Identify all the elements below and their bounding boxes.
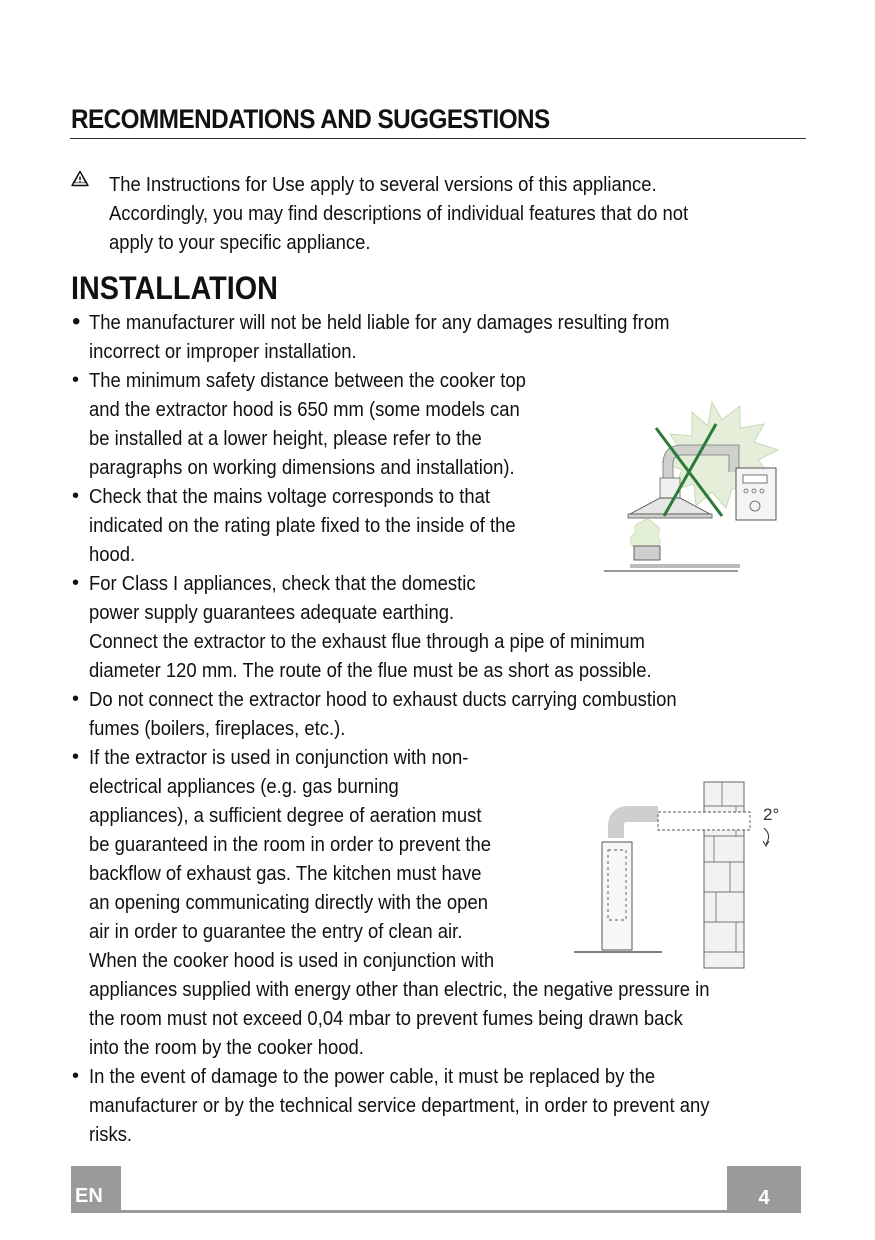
list-line-text: Check that the mains voltage corresponds to that <box>89 485 491 508</box>
list-line <box>71 1004 831 1033</box>
page-number-badge: 4 <box>727 1166 801 1212</box>
list-line-text: into the room by the cooker hood. <box>89 1036 364 1059</box>
list-line <box>71 1033 831 1062</box>
duct-pipe <box>658 812 750 830</box>
steam <box>630 519 660 548</box>
list-line-text: When the cooker hood is used in conjunction with <box>89 949 495 972</box>
list-line <box>71 1062 831 1091</box>
list-line-text: For Class I appliances, check that the domestic <box>89 572 476 595</box>
list-line-text: be installed at a lower height, please refer to the <box>89 427 482 450</box>
duct-angle-label: 2° <box>763 805 780 824</box>
list-line-text: diameter 120 mm. The route of the flue must be as short as possible. <box>89 659 652 682</box>
list-line-text: be guaranteed in the room in order to prevent the <box>89 833 492 856</box>
footer-bar <box>71 1210 801 1213</box>
list-line <box>71 366 831 395</box>
list-line-text: If the extractor is used in conjunction with non- <box>89 746 469 769</box>
title-divider <box>70 138 806 139</box>
boiler-display <box>743 475 767 483</box>
list-line-text: backflow of exhaust gas. The kitchen must have <box>89 862 482 885</box>
list-line <box>71 1120 831 1149</box>
note-line: The Instructions for Use apply to several versions of this appliance. <box>109 173 657 196</box>
note-line: apply to your specific appliance. <box>109 231 371 254</box>
duct-slope-illustration <box>570 780 785 970</box>
list-line-text: and the extractor hood is 650 mm (some models can <box>89 398 520 421</box>
list-line <box>71 685 831 714</box>
bullet: • <box>72 485 80 507</box>
list-line-text: the room must not exceed 0,04 mbar to prevent fumes being drawn back <box>89 1007 683 1030</box>
warning-note-text <box>109 170 721 257</box>
list-line-text: risks. <box>89 1123 133 1146</box>
list-line-text: incorrect or improper installation. <box>89 340 357 363</box>
hood-chimney-column <box>602 842 632 950</box>
warning-triangle-icon <box>71 170 89 188</box>
installation-heading: INSTALLATION <box>71 270 278 306</box>
brick-wall <box>704 782 744 968</box>
list-line-text: indicated on the rating plate fixed to the inside of the <box>89 514 516 537</box>
list-line-text: The minimum safety distance between the cooker top <box>89 369 526 392</box>
list-line <box>71 1091 831 1120</box>
list-line-text: hood. <box>89 543 136 566</box>
angle-arc <box>764 828 769 844</box>
list-line <box>71 337 831 366</box>
bullet: • <box>72 572 80 594</box>
list-line-text: electrical appliances (e.g. gas burning <box>89 775 399 798</box>
list-line-text: In the event of damage to the power cable, it must be replaced by the <box>89 1065 656 1088</box>
bullet: • <box>72 688 80 710</box>
bullet: • <box>72 1065 80 1087</box>
note-line: Accordingly, you may find descriptions of individual features that do not <box>109 202 689 225</box>
bullet: • <box>72 369 80 391</box>
list-line-text: an opening communicating directly with the open <box>89 891 488 914</box>
list-line-text: The manufacturer will not be held liable for any damages resulting from <box>89 311 670 334</box>
list-line-text: appliances), a sufficient degree of aeration must <box>89 804 482 827</box>
page-footer <box>71 1166 801 1214</box>
duct-elbow <box>616 814 658 838</box>
list-line-text: appliances supplied with energy other than electric, the negative pressure in <box>89 978 710 1001</box>
list-line <box>71 743 831 772</box>
list-line <box>71 308 831 337</box>
bullet: • <box>72 308 81 335</box>
list-line <box>71 975 831 1004</box>
hood-installation-illustration <box>604 398 784 574</box>
list-line-text: Connect the extractor to the exhaust flue through a pipe of minimum <box>89 630 645 653</box>
list-line <box>71 598 831 627</box>
list-line-text: air in order to guarantee the entry of clean air. <box>89 920 463 943</box>
list-line <box>71 627 831 656</box>
list-line-text: Do not connect the extractor hood to exhaust ducts carrying combustion <box>89 688 677 711</box>
language-badge: EN <box>71 1166 121 1212</box>
bullet: • <box>72 746 80 768</box>
list-line-text: power supply guarantees adequate earthing. <box>89 601 455 624</box>
list-line <box>71 714 831 743</box>
page-title: RECOMMENDATIONS AND SUGGESTIONS <box>71 104 550 134</box>
cooking-pot <box>634 546 660 560</box>
list-line <box>71 656 831 685</box>
list-line-text: manufacturer or by the technical service department, in order to prevent any <box>89 1094 710 1117</box>
list-line-text: paragraphs on working dimensions and installation). <box>89 456 515 479</box>
list-line-text: fumes (boilers, fireplaces, etc.). <box>89 717 346 740</box>
